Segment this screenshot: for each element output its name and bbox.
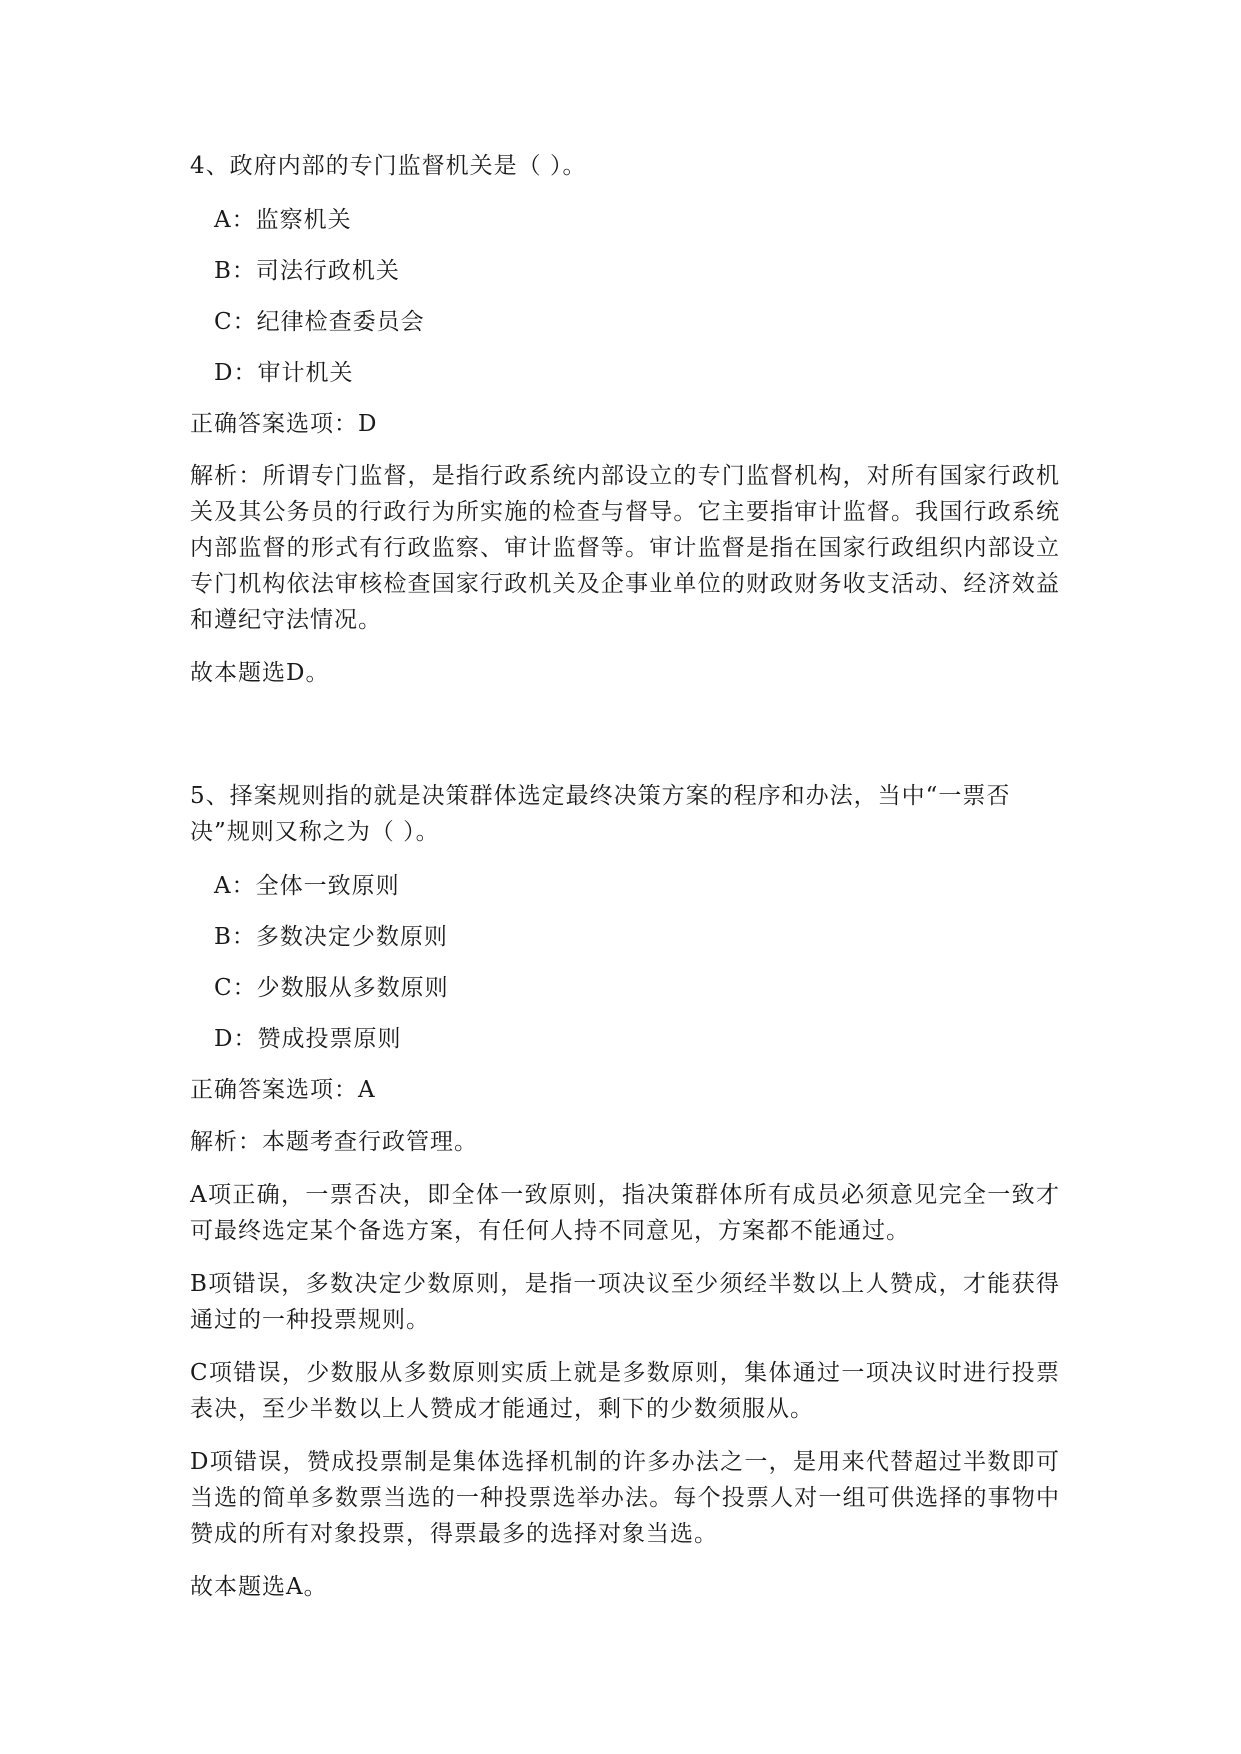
option-list (190, 202, 1060, 391)
option-c: C：纪律检查委员会 (214, 309, 425, 335)
explanation-paragraph: 解析：本题考查行政管理。 (190, 1129, 478, 1155)
explanation-paragraph: C项错误，少数服从多数原则实质上就是多数原则，集体通过一项决议时进行投票表决，至少半数以上人赞成才能通过，剩下的少数须服从。 (190, 1360, 1060, 1422)
option-c: C：少数服从多数原则 (214, 975, 449, 1001)
option-d: D：审计机关 (214, 360, 354, 386)
question-4 (190, 148, 1060, 708)
option-a: A：全体一致原则 (214, 873, 400, 899)
option-b: B：司法行政机关 (214, 258, 400, 284)
correct-answer: 正确答案选项：A (190, 1077, 376, 1103)
question-stem: 4、政府内部的专门监督机关是（ ）。 (190, 153, 587, 179)
question-stem: 5、择案规则指的就是决策群体选定最终决策方案的程序和办法，当中“一票否决”规则又称之为（ ）。 (190, 783, 1011, 845)
explanation-paragraph: 解析：所谓专门监督，是指行政系统内部设立的专门监督机构，对所有国家行政机关及其公务员的行政行为所实施的检查与督导。它主要指审计监督。我国行政系统内部监督的形式有行政监察、审计监督等。审计监督是指在国家行政组织内部设立专门机构依法审核检查国家行政机关及企事业单位的财政财务收支活动、经济效益和遵纪守法情况。 (190, 463, 1060, 633)
explanation-paragraph: D项错误，赞成投票制是集体选择机制的许多办法之一，是用来代替超过半数即可当选的简单多数票当选的一种投票选举办法。每个投票人对一组可供选择的事物中赞成的所有对象投票，得票最多的选择对象当选。 (190, 1449, 1060, 1547)
correct-answer: 正确答案选项：D (190, 411, 378, 437)
question-5 (190, 778, 1060, 1622)
option-b: B：多数决定少数原则 (214, 924, 448, 950)
conclusion: 故本题选A。 (190, 1574, 328, 1600)
option-list (190, 868, 1060, 1057)
explanation-paragraph: A项正确，一票否决，即全体一致原则，指决策群体所有成员必须意见完全一致才可最终选定某个备选方案，有任何人持不同意见，方案都不能通过。 (190, 1182, 1060, 1244)
explanation-paragraph: B项错误，多数决定少数原则，是指一项决议至少须经半数以上人赞成，才能获得通过的一种投票规则。 (190, 1271, 1060, 1333)
option-a: A：监察机关 (214, 207, 352, 233)
option-d: D：赞成投票原则 (214, 1026, 402, 1052)
conclusion: 故本题选D。 (190, 660, 330, 686)
